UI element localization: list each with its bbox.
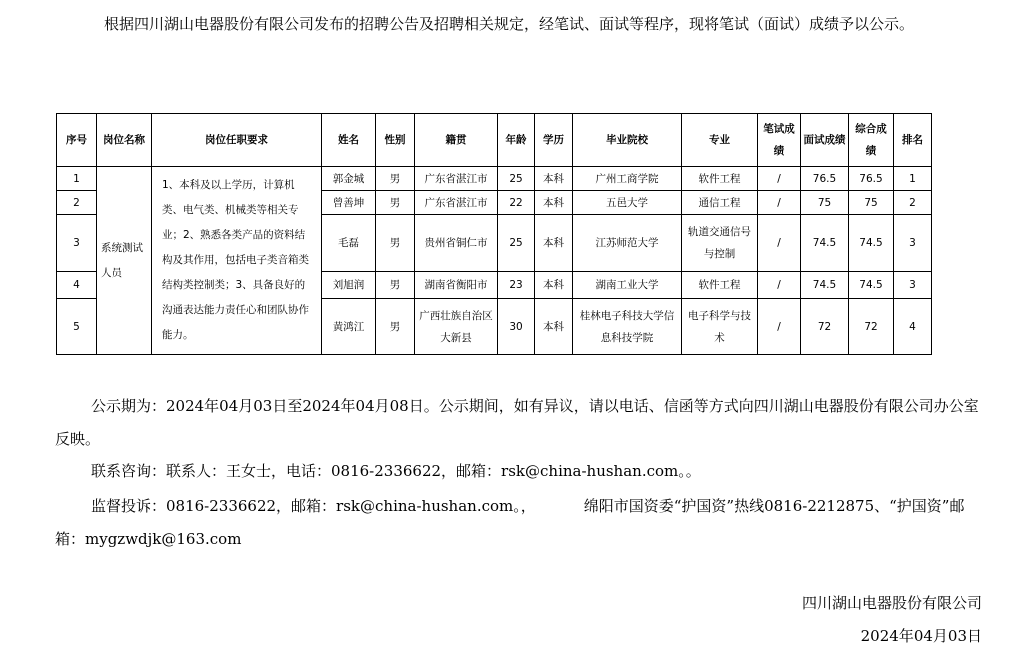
cell-school: 桂林电子科技大学信息科技学院 [573, 299, 682, 355]
cell-name: 郭金城 [322, 167, 376, 191]
header-age: 年龄 [498, 114, 535, 167]
cell-seq: 2 [57, 191, 97, 215]
notice-paragraph: 公示期为：2024年04月03日至2024年04月08日。公示期间，如有异议，请以电话、信函等方式向四川湖山电器股份有限公司办公室反映。 [55, 397, 979, 448]
cell-written: / [758, 272, 801, 299]
header-origin: 籍贯 [415, 114, 498, 167]
header-major: 专业 [682, 114, 758, 167]
cell-written: / [758, 215, 801, 272]
cell-interview: 74.5 [801, 272, 849, 299]
signature-date: 2024年04月03日 [860, 627, 982, 645]
header-education: 学历 [535, 114, 573, 167]
header-interview: 面试成绩 [801, 114, 849, 167]
cell-interview: 72 [801, 299, 849, 355]
cell-seq: 1 [57, 167, 97, 191]
cell-written: / [758, 167, 801, 191]
cell-interview: 74.5 [801, 215, 849, 272]
cell-written: / [758, 299, 801, 355]
cell-major: 软件工程 [682, 272, 758, 299]
cell-age: 22 [498, 191, 535, 215]
cell-gender: 男 [376, 272, 415, 299]
signature-company: 四川湖山电器股份有限公司 [801, 594, 982, 612]
cell-requirements: 1、本科及以上学历，计算机类、电气类、机械类等相关专业；2、熟悉各类产品的资料结构及其作用，包括电子类音箱类结构类控制类；3、具备良好的沟通表达能力责任心和团队协作能力。 [152, 167, 322, 355]
results-table [56, 113, 932, 355]
cell-rank: 3 [894, 215, 932, 272]
contact-paragraph: 联系咨询：联系人：王女士，电话：0816-2336622，邮箱：rsk@china-hushan.com。。 [91, 462, 701, 480]
header-gender: 性别 [376, 114, 415, 167]
cell-name: 曾善坤 [322, 191, 376, 215]
cell-education: 本科 [535, 272, 573, 299]
cell-education: 本科 [535, 191, 573, 215]
cell-education: 本科 [535, 167, 573, 191]
cell-age: 30 [498, 299, 535, 355]
cell-seq: 4 [57, 272, 97, 299]
cell-age: 25 [498, 215, 535, 272]
cell-major: 通信工程 [682, 191, 758, 215]
results-table-wrapper [56, 113, 932, 355]
cell-seq: 5 [57, 299, 97, 355]
cell-total: 75 [849, 191, 894, 215]
cell-major: 电子科学与技术 [682, 299, 758, 355]
cell-name: 刘旭润 [322, 272, 376, 299]
header-requirements: 岗位任职要求 [152, 114, 322, 167]
cell-total: 74.5 [849, 215, 894, 272]
cell-age: 23 [498, 272, 535, 299]
cell-name: 黄鸿江 [322, 299, 376, 355]
cell-age: 25 [498, 167, 535, 191]
cell-education: 本科 [535, 299, 573, 355]
supervise-contact: 监督投诉：0816-2336622，邮箱：rsk@china-hushan.com。， [91, 497, 536, 515]
cell-interview: 75 [801, 191, 849, 215]
header-school: 毕业院校 [573, 114, 682, 167]
cell-rank: 4 [894, 299, 932, 355]
cell-origin: 贵州省铜仁市 [415, 215, 498, 272]
cell-school: 五邑大学 [573, 191, 682, 215]
cell-major: 轨道交通信号与控制 [682, 215, 758, 272]
intro-paragraph: 根据四川湖山电器股份有限公司发布的招聘公告及招聘相关规定，经笔试、面试等程序，现将笔试（面试）成绩予以公示。 [104, 15, 915, 33]
cell-name: 毛磊 [322, 215, 376, 272]
cell-gender: 男 [376, 167, 415, 191]
supervise-sasac: 绵阳市国资委“护国资”热线0816-2212875、“护国资”邮箱：mygzwdjk@163.com [55, 497, 965, 548]
supervise-paragraph [55, 490, 985, 556]
cell-education: 本科 [535, 215, 573, 272]
cell-school: 江苏师范大学 [573, 215, 682, 272]
header-total: 综合成绩 [849, 114, 894, 167]
cell-rank: 2 [894, 191, 932, 215]
cell-origin: 湖南省衡阳市 [415, 272, 498, 299]
cell-origin: 广东省湛江市 [415, 167, 498, 191]
cell-origin: 广东省湛江市 [415, 191, 498, 215]
cell-total: 72 [849, 299, 894, 355]
cell-total: 76.5 [849, 167, 894, 191]
cell-position: 系统测试人员 [97, 167, 152, 355]
cell-school: 湖南工业大学 [573, 272, 682, 299]
table-row [57, 167, 932, 191]
cell-interview: 76.5 [801, 167, 849, 191]
cell-gender: 男 [376, 299, 415, 355]
cell-written: / [758, 191, 801, 215]
cell-gender: 男 [376, 215, 415, 272]
header-written: 笔试成绩 [758, 114, 801, 167]
cell-gender: 男 [376, 191, 415, 215]
cell-major: 软件工程 [682, 167, 758, 191]
table-header-row [57, 114, 932, 167]
header-name: 姓名 [322, 114, 376, 167]
cell-total: 74.5 [849, 272, 894, 299]
cell-rank: 1 [894, 167, 932, 191]
cell-school: 广州工商学院 [573, 167, 682, 191]
header-position: 岗位名称 [97, 114, 152, 167]
header-seq: 序号 [57, 114, 97, 167]
cell-rank: 3 [894, 272, 932, 299]
cell-seq: 3 [57, 215, 97, 272]
header-rank: 排名 [894, 114, 932, 167]
cell-origin: 广西壮族自治区大新县 [415, 299, 498, 355]
